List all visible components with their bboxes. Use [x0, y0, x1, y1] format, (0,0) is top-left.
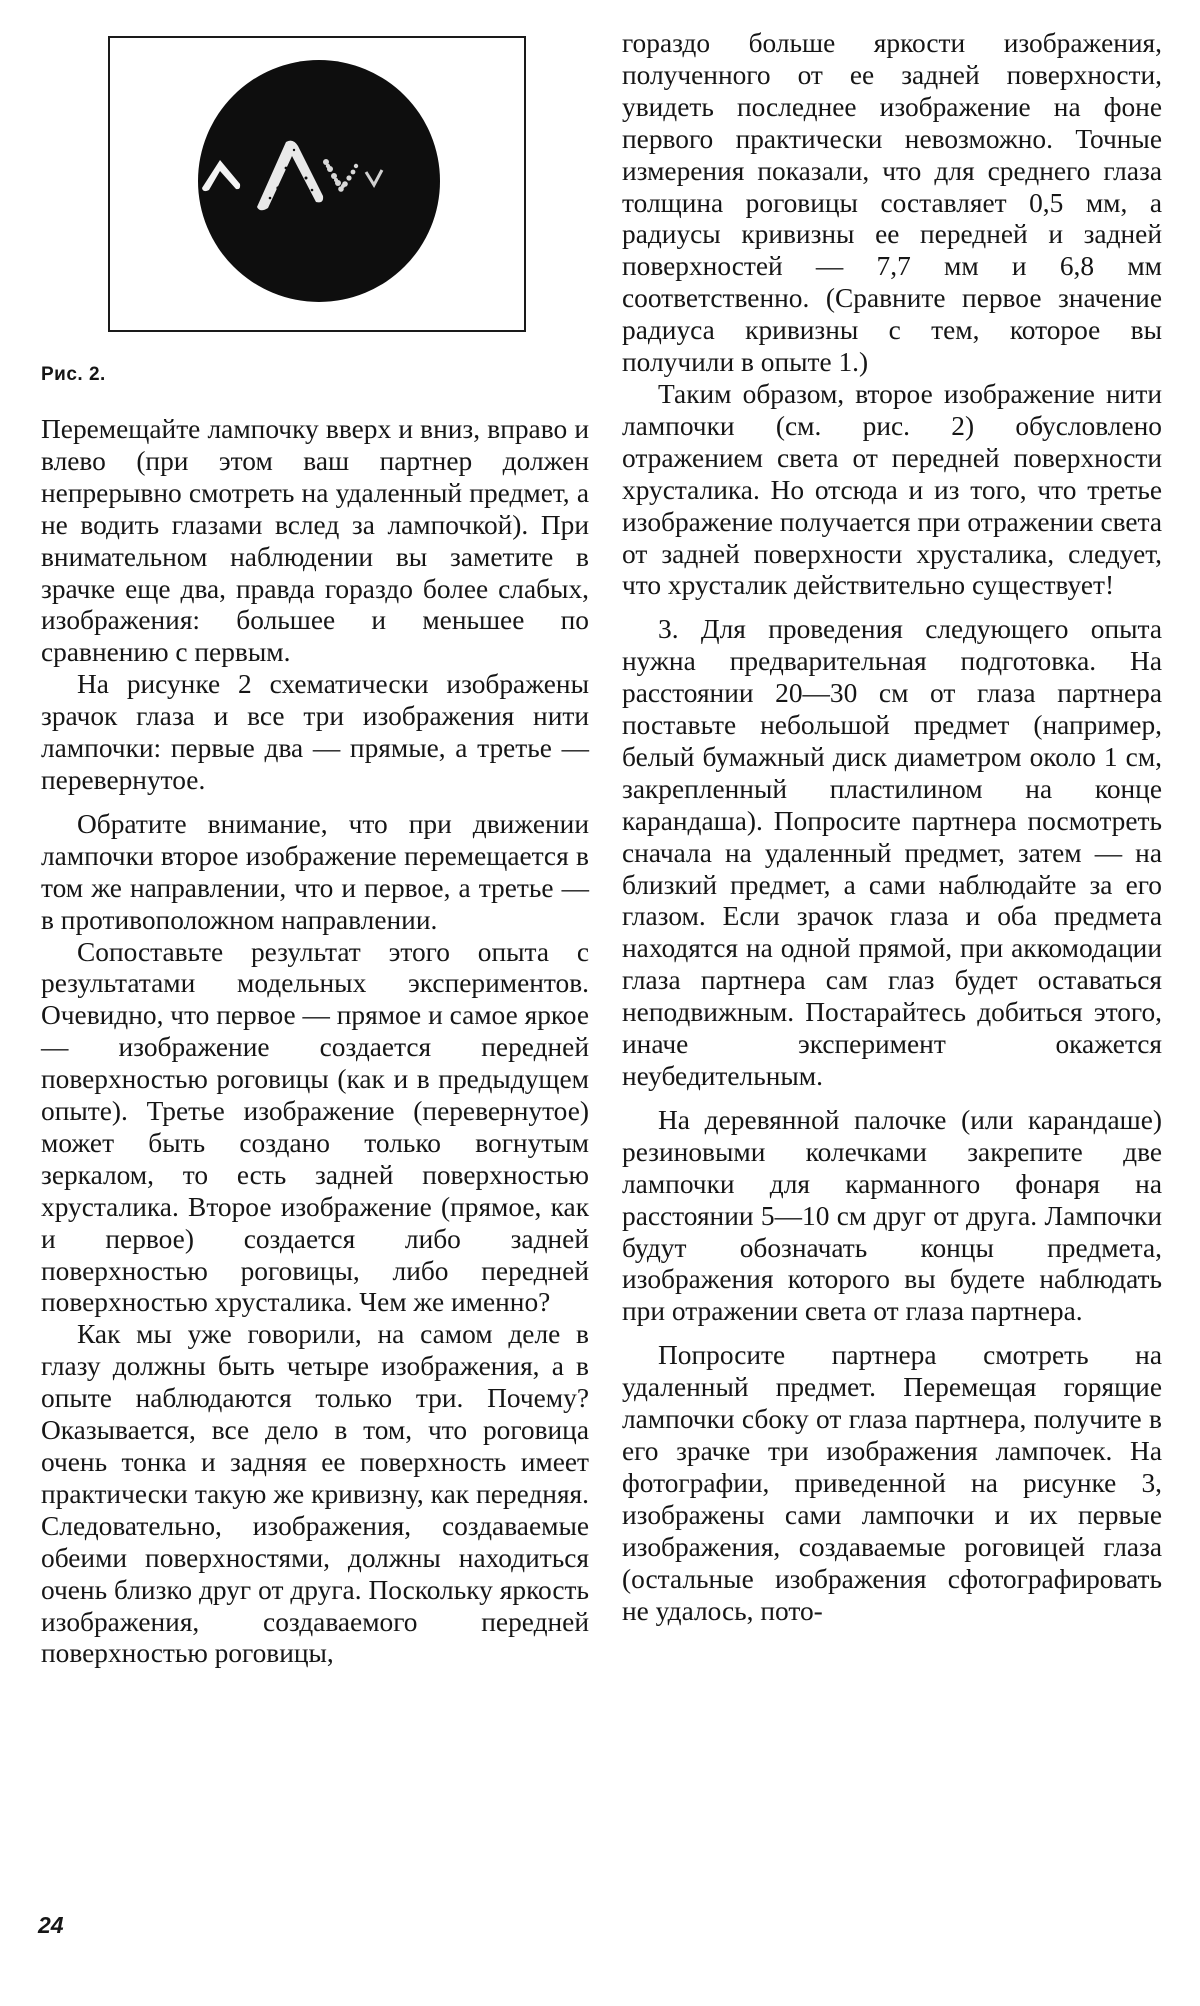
left-column [41, 414, 589, 1670]
paragraph: Таким образом, второе изображение нити лампочки (см. рис. 2) обусловлено отражением света от передней поверхности хрусталика. Но отсюда и из того, что третье изображение получается при отражении света от задней поверхности хрусталика, следует, что хрусталик действительно существует! [622, 378, 1162, 601]
figure-caption: Рис. 2. [41, 364, 106, 385]
pupil-diagram [110, 38, 524, 330]
figure-2 [108, 36, 526, 332]
paragraph: Перемещайте лампочку вверх и вниз, вправо и влево (при этом ваш партнер должен непрерывно смотреть на удаленный предмет, а не водить глазами вслед за лампочкой). При внимательном наблюдении вы заметите в зрачке еще два, правда гораздо более слабых, изображения: большее и меньшее по сравнению с первым. [41, 414, 589, 668]
paragraph: На рисунке 2 схематически изображены зрачок глаза и все три изображения нити лампочки: первые два — прямые, а третье — перевернутое. [41, 669, 589, 795]
paragraph: Обратите внимание, что при движении лампочки второе изображение перемещается в том же направлении, что и первое, а третье — в противоположном направлении. [41, 808, 589, 935]
paragraph: 3. Для проведения следующего опыта нужна предварительная подготовка. На расстоянии 20—30 см от глаза партнера поставьте небольшой предмет (например, белый бумажный диск диаметром около 1 см, закрепленный пластилином на конце карандаша). Попросите партнера посмотреть сначала на удаленный предмет, затем — на близкий предмет, а сами наблюдайте за его глазом. Если зрачок глаза и оба предмета находятся на одной прямой, при аккомодации глаза партнера сам глаз будет оставаться неподвижным. Постарайтесь добиться этого, иначе эксперимент окажется неубедительным. [622, 614, 1162, 1091]
paragraph: Как мы уже говорили, на самом деле в глазу должны быть четыре изображения, а в опыте наблюдаются только три. Почему? Оказывается, все дело в том, что роговица очень тонка и задняя ее поверхность имеет практически такую же кривизну, как передняя. Следовательно, изображения, создаваемые обеими поверхностями, должны находиться очень близко друг от друга. Поскольку яркость изображения, создаваемого передней поверхностью роговицы, [41, 1319, 589, 1669]
paragraph: Сопоставьте результат этого опыта с результатами модельных экспериментов. Очевидно, что первое — прямое и самое яркое — изображение создается передней поверхностью роговицы (как и в предыдущем опыте). Третье изображение (перевернутое) может быть создано только вогнутым зеркалом, то есть задней поверхностью хрусталика. Второе изображение (прямое, как и первое) создается либо задней поверхностью роговицы, либо передней поверхностью хрусталика. Чем же именно? [41, 936, 589, 1318]
page-number: 24 [38, 1912, 64, 1938]
paragraph: гораздо больше яркости изображения, полученного от ее задней поверхности, увидеть последнее изображение на фоне первого практически невозможно. Точные измерения показали, что для среднего глаза толщина роговицы составляет 0,5 мм, а радиусы кривизны ее передней и задней поверхностей — 7,7 мм и 6,8 мм соответственно. (Сравните первое значение радиуса кривизны с тем, которое вы получили в опыте 1.) [622, 28, 1162, 378]
paragraph: На деревянной палочке (или карандаше) резиновыми колечками закрепите две лампочки для карманного фонаря на расстоянии 5—10 см друг от друга. Лампочки будут обозначать концы предмета, изображения которого вы будете наблюдать при отражении света от глаза партнера. [622, 1104, 1162, 1327]
paragraph: Попросите партнера смотреть на удаленный предмет. Перемещая горящие лампочки сбоку от глаза партнера, получите в его зрачке три изображения лампочек. На фотографии, приведенной на рисунке 3, изображены сами лампочки и их первые изображения, создаваемые роговицей глаза (остальные изображения сфотографировать не удалось, пото- [622, 1340, 1162, 1626]
right-column [622, 28, 1162, 1627]
